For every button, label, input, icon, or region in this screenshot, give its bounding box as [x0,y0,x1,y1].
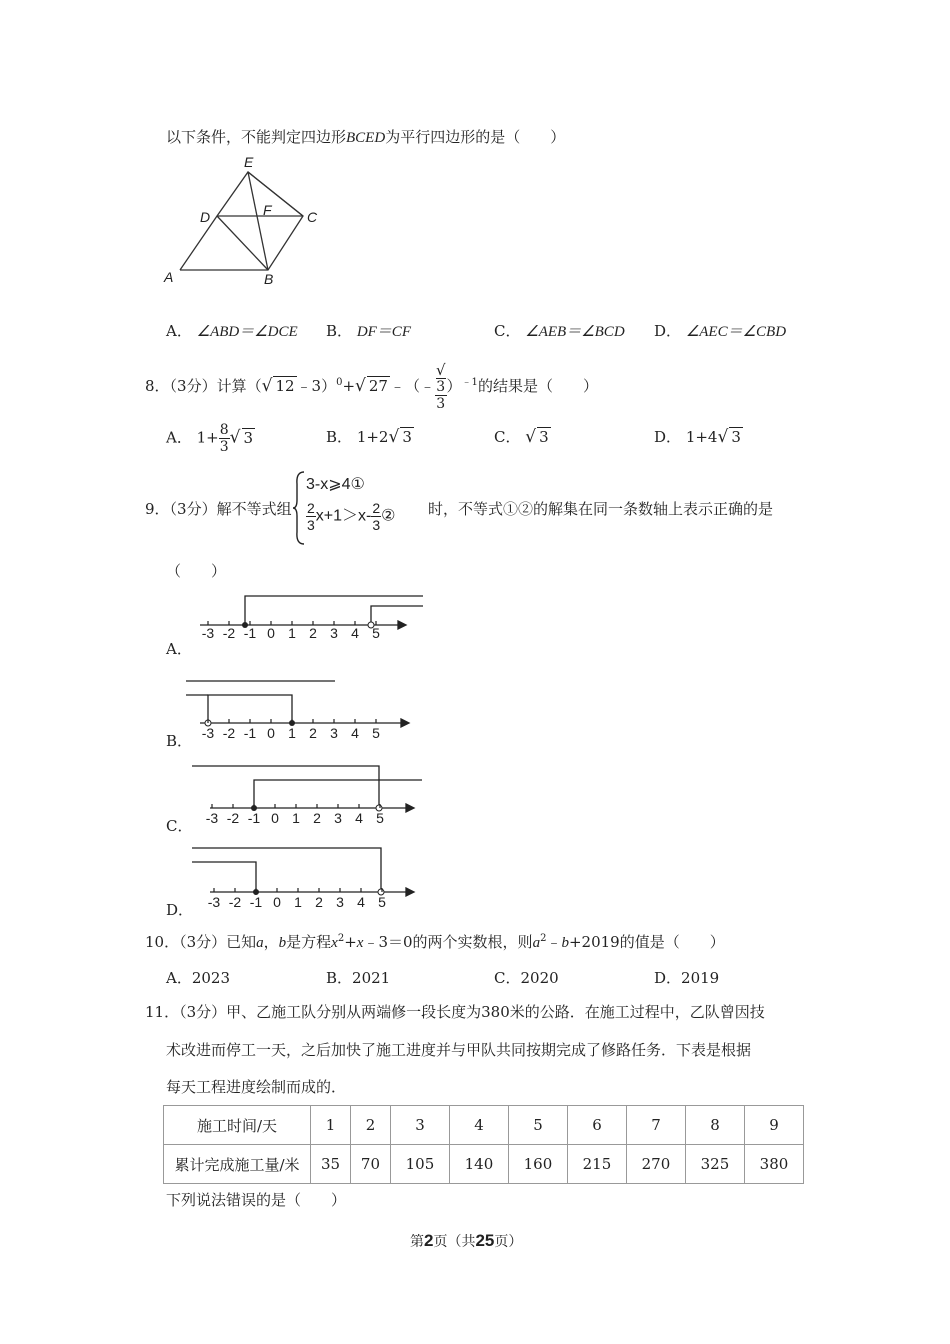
q10-option-b: B．2021 [326,969,391,987]
table-header-cell: 施工时间/天 [164,1106,311,1145]
brace-icon [292,470,306,546]
q8-stem: 8．（3分）计算（√ 12 ﹣3）$^0$+√ 27 ﹣（﹣ √ 3 3 ）$^{﹣1}$的结果是（ ） [145,361,598,412]
tick-label: 3 [330,625,338,641]
table-row: 施工时间/天 1 2 3 4 5 6 7 8 9 [164,1106,804,1145]
label-C: C [307,209,318,225]
page-footer: 第2页（共25页） [410,1231,523,1250]
tick-label: 3 [334,810,342,826]
q10-stem: 10．（3分）已知a，b是方程$x^2+x﹣3=0$的两个实数根，则$a^2﹣b+2019$的值是（ ） [145,933,725,951]
q11-line3: 每天工程进度绘制而成的． [166,1078,347,1096]
q8-option-c: C． √ 3 [494,427,549,447]
progress-table [163,1105,804,1184]
tick-label: -2 [222,625,236,641]
q9-ineq2: $\frac{2}{3}$ x+1＞x- $\frac{2}{3}$ ② [307,500,396,533]
tick-label: 5 [378,894,386,910]
q9-ineq1: 3-x⩾4① [306,476,365,493]
tick-label: 3 [336,894,344,910]
tick-label: 2 [309,725,317,741]
tick-label: 4 [351,725,359,741]
tick-label: 2 [315,894,323,910]
table-header-cell: 累计完成施工量/米 [164,1145,311,1184]
tick-label: -3 [201,725,215,741]
tick-label: -2 [228,894,242,910]
label-D: D [200,209,211,225]
tick-label: 4 [357,894,365,910]
tick-label: 3 [330,725,338,741]
tick-label: 5 [372,625,380,641]
q9-option-c: C． [166,817,193,835]
tick-label: -1 [249,894,263,910]
numberline-b [180,674,430,748]
q11-line2: 术改进而停工一天，之后加快了施工进度并与甲队共同按期完成了修路任务．下表是根据 [166,1041,752,1059]
numberline-c [180,760,430,832]
parallelogram-figure [160,152,330,292]
tick-label: 0 [267,725,275,741]
tick-label: 2 [313,810,321,826]
tick-label: -3 [207,894,221,910]
label-B: B [264,271,274,287]
tick-label: 5 [372,725,380,741]
q7-option-c: C． ∠AEB＝∠BCD [494,322,625,340]
label-F: F [263,202,272,218]
q11-line1: 11．（3分）甲、乙施工队分别从两端修一段长度为380米的公路．在施工过程中，乙队曾因技 [145,1003,765,1021]
tick-label: 0 [267,625,275,641]
q11-after: 下列说法错误的是（ ） [166,1191,347,1209]
q8-option-b: B． 1+2√ 3 [326,427,412,447]
numberline-d [180,842,430,914]
tick-label: -2 [226,810,240,826]
tick-label: 0 [273,894,281,910]
q8-option-a: A． 1+ $\frac{8}{3}$ √ 3 [166,422,254,455]
tick-label: 2 [309,625,317,641]
q9-suffix: 时，不等式①②的解集在同一条数轴上表示正确的是 [428,500,774,518]
tick-label: 1 [288,725,296,741]
q7-option-a: A． ∠ABD＝∠DCE [166,322,298,340]
q7-option-d: D． ∠AEC＝∠CBD [654,322,787,340]
tick-label: 4 [355,810,363,826]
q8-option-d: D． 1+4√ 3 [654,427,741,447]
tick-label: 5 [376,810,384,826]
tick-label: -3 [205,810,219,826]
table-row: 累计完成施工量/米 35 70 105 140 160 215 270 325 380 [164,1145,804,1184]
q9-option-a: A． [166,640,192,658]
tick-label: 1 [292,810,300,826]
numberline-a [180,588,430,648]
q7-stem: 以下条件，不能判定四边形BCED为平行四边形的是（ ） [166,128,566,146]
tick-label: 0 [271,810,279,826]
q9-number: 9．（3分）解不等式组 [145,500,292,518]
label-E: E [244,154,254,170]
tick-label: -3 [201,625,215,641]
tick-label: -2 [222,725,236,741]
tick-label: 1 [288,625,296,641]
q9-paren: （ ） [166,562,227,580]
tick-label: 4 [351,625,359,641]
label-A: A [164,269,174,285]
tick-label: -1 [247,810,261,826]
q9-option-d: D． [166,901,194,919]
q10-option-d: D．2019 [654,969,720,987]
q10-option-c: C．2020 [494,969,559,987]
tick-label: -1 [243,725,257,741]
q9-option-b: B． [166,732,193,750]
q10-option-a: A．2023 [166,969,231,987]
tick-label: 1 [294,894,302,910]
q7-option-b: B． DF＝CF [326,322,411,340]
tick-label: -1 [243,625,257,641]
